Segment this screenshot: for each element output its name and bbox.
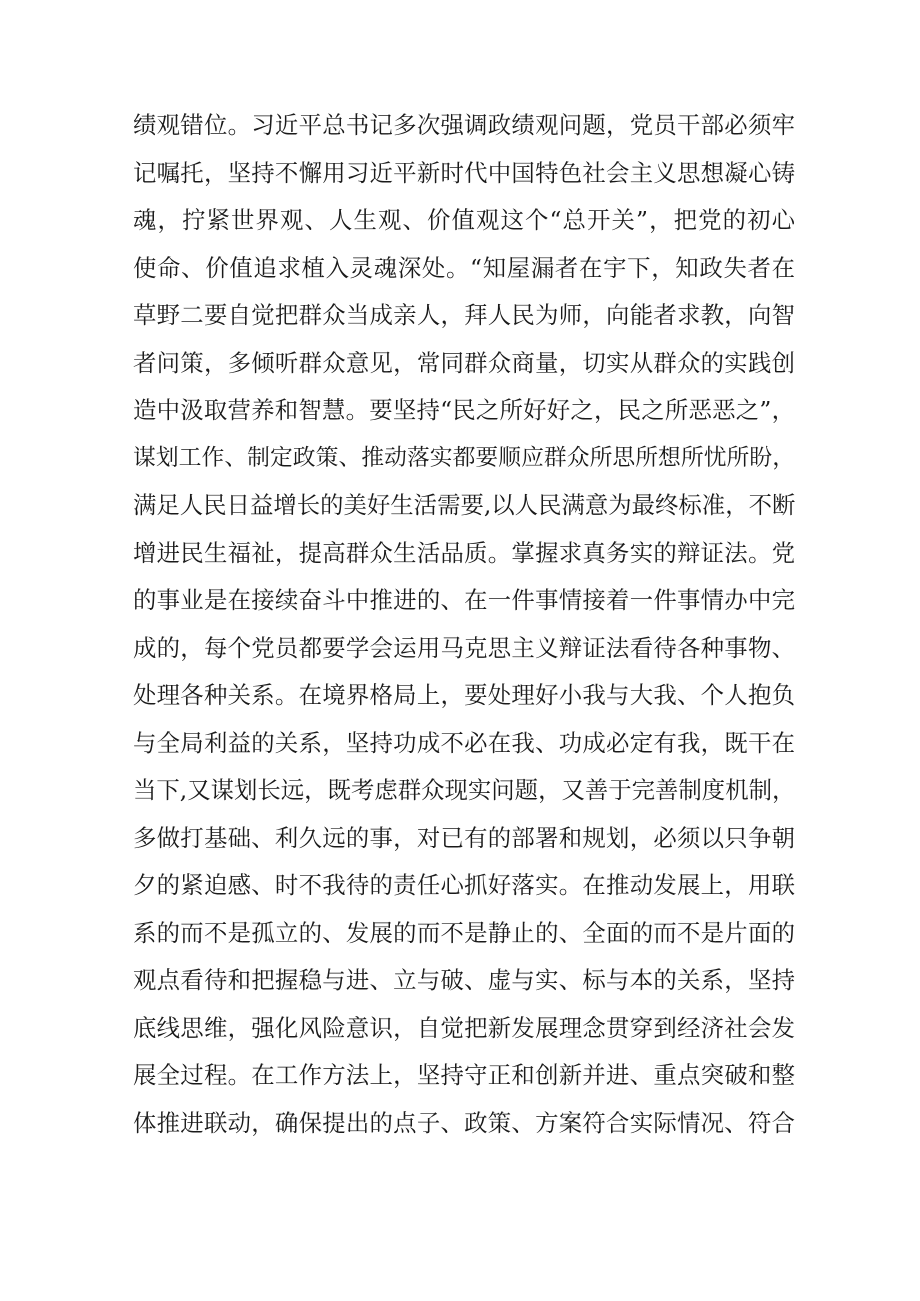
text-line-4: 使命、价值追求植入灵魂深处。“知屋漏者在宇下，知政失者在 xyxy=(133,253,795,282)
body-text xyxy=(133,102,795,1147)
text-line-21: 展全过程。在工作方法上，坚持守正和创新并进、重点突破和整 xyxy=(133,1061,795,1089)
text-line-3: 魂，拧紧世界观、人生观、价值观这个“总开关”，把党的初心 xyxy=(133,206,795,234)
text-line-13: 处理各种关系。在境界格局上，要处理好小我与大我、个人抱负 xyxy=(133,681,795,709)
text-line-14: 与全局利益的关系，坚持功成不必在我、功成必定有我，既干在 xyxy=(133,728,795,757)
text-line-22: 体推进联动，确保提出的点子、政策、方案符合实际情况、符合 xyxy=(133,1108,795,1137)
text-line-19: 观点看待和把握稳与进、立与破、虚与实、标与本的关系，坚持 xyxy=(133,966,795,994)
text-line-16: 多做打基础、利久远的事，对已有的部署和规划，必须以只争朝 xyxy=(133,823,795,852)
text-line-5: 草野二要自觉把群众当成亲人，拜人民为师，向能者求教，向智 xyxy=(133,301,795,329)
text-line-11: 的事业是在接续奋斗中推进的、在一件事情接着一件事情办中完 xyxy=(133,586,795,614)
text-line-18: 系的而不是孤立的、发展的而不是静止的、全面的而不是片面的 xyxy=(133,918,795,947)
text-line-15: 当下,又谋划长远，既考虑群众现实问题，又善于完善制度机制， xyxy=(133,776,795,804)
text-line-6: 者问策，多倾听群众意见，常同群众商量，切实从群众的实践创 xyxy=(133,348,795,377)
text-line-1: 绩观错位。习近平总书记多次强调政绩观问题，党员干部必须牢 xyxy=(133,111,795,139)
text-line-12: 成的，每个党员都要学会运用马克思主义辩证法看待各种事物、 xyxy=(133,633,795,662)
text-line-7: 造中汲取营养和智慧。要坚持“民之所好好之，民之所恶恶之”， xyxy=(133,396,795,424)
text-line-20: 底线思维，强化风险意识，自觉把新发展理念贯穿到经济社会发 xyxy=(133,1013,795,1042)
text-line-9: 满足人民日益增长的美好生活需要,以人民满意为最终标准，不断 xyxy=(133,491,795,519)
text-line-17: 夕的紧迫感、时不我待的责任心抓好落实。在推动发展上，用联 xyxy=(133,871,795,899)
text-line-8: 谋划工作、制定政策、推动落实都要顺应群众所思所想所忧所盼， xyxy=(133,444,795,471)
text-line-10: 增进民生福祉，提高群众生活品质。掌握求真务实的辩证法。党 xyxy=(133,538,795,567)
text-line-2: 记嘱托，坚持不懈用习近平新时代中国特色社会主义思想凝心铸 xyxy=(133,158,795,187)
